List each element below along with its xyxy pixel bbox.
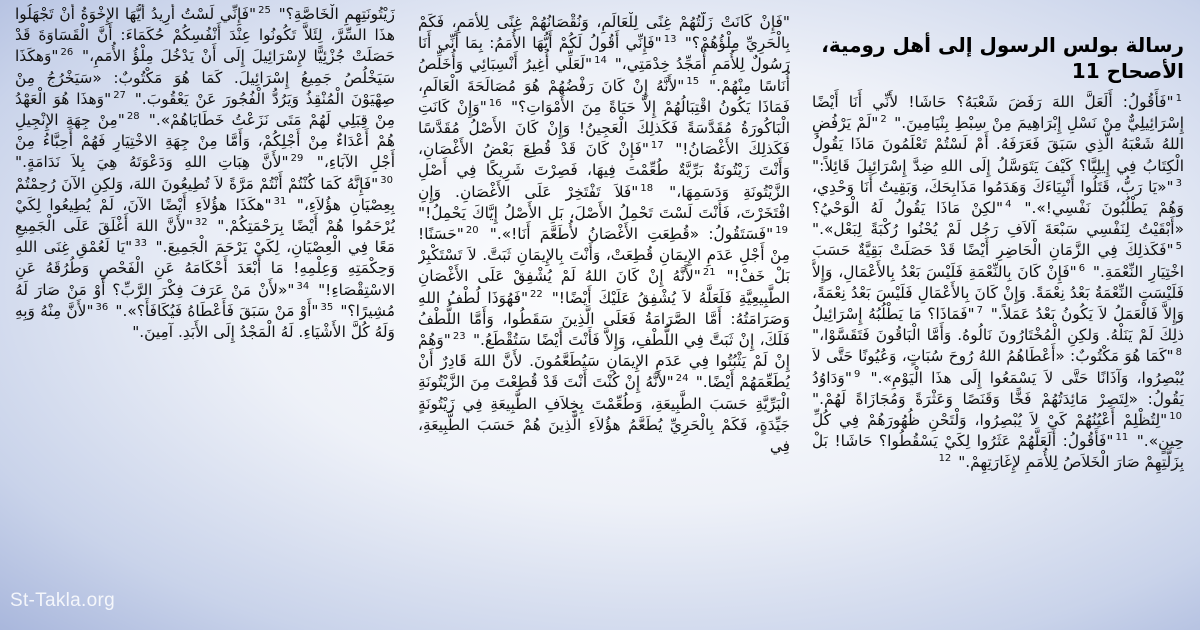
verse-text: "هكَذَا هؤُلاَءِ أَيْضًا الآنَ، لَمْ يُطِيعُوا لِكَيْ يُرْحَمُوا هُمْ أَيْضًا بِرَحْمَتِكُمْ." <box>15 195 395 236</box>
verse-text: "فَمَاذَا؟ مَا يَطْلُبُهُ إِسْرَائِيلُ ذلِكَ لَمْ يَنَلْهُ. وَلكِنِ الْمُخْتَارُونَ نَالُوهُ. وَأَمَّا الْبَاقُونَ فَتَقَسَّوْا،" <box>812 305 1184 345</box>
text-column-left <box>15 4 395 619</box>
verse-number: 22 <box>530 288 543 300</box>
verse-number: 1 <box>1175 92 1182 104</box>
verse-text: "لأَنَّ مِنْهُ وَبِهِ وَلَهُ كُلَّ الأَشْيَاءِ. لَهُ الْمَجْدُ إِلَى الأَبَدِ. آمِينَ." <box>15 301 395 342</box>
verse-text: زَيْتُونَتِهِمِ الْخَاصَّةِ؟" <box>278 5 395 23</box>
verses-middle <box>418 12 790 457</box>
chapter-title <box>812 32 1184 84</box>
verse-number: 7 <box>976 304 984 316</box>
verse-number: 3 <box>1175 177 1182 189</box>
verse-text: "فَسَتَقُولُ: «قُطِعَتِ الأَغْصَانُ لأُطَعَّمَ أَنَا!»." <box>489 225 774 244</box>
verse-text: "وَهُمْ إِنْ لَمْ يَثْبُتُوا فِي عَدَمِ الإِيمَانِ سَيُطَعَّمُونَ. لأَنَّ اللهَ قَادِرٌ أَنْ يُطَعِّمَهُمْ أَيْضًا." <box>418 331 790 392</box>
verse-number: 35 <box>320 301 334 313</box>
verse-number: 11 <box>1115 432 1129 444</box>
verse-number: 23 <box>452 330 466 342</box>
verse-text: "فَهُوَذَا لُطْفُ اللهِ وَصَرَامَتُهُ: أَمَّا الصَّرَامَةُ فَعَلَى الَّذِينَ سَقَطُوا، وَأَمَّا اللُّطْفُ فَلَكَ، إِنْ ثَبَتَّ فِي اللُّطْفِ، وَإِلاَّ فَأَنْتَ أَيْضًا سَتُقْطَعُ." <box>418 288 790 350</box>
verse-number: 28 <box>126 110 140 122</box>
verse-text: "لَعَلِّي أُغِيرُ أَنْسِبَائِي وَأُخَلِّصُ أُنَاسًا مِنْهُمْ." <box>418 55 790 95</box>
verses-right <box>812 92 1184 474</box>
verse-number: 31 <box>273 195 287 207</box>
book-title: رسالة بولس الرسول إلى أهل رومية، <box>821 33 1184 57</box>
verse-text: "فَإِنْ كَانَ قَدْ قُطِعَ بَعْضُ الأَغْصَانِ، وَأَنْتَ زَيْتُونَةٌ بَرِّيَّةٌ طُعِّمْتَ فِيهَا، فَصِرْتَ شَرِيكًا فِي أَصْلِ الزَّيْتُونَةِ وَدَسَمِهَا،" <box>418 140 790 201</box>
verse-text: "لأَنَّ هِبَاتِ اللهِ وَدَعْوَتَهُ هِيَ بِلاَ نَدَامَةٍ." <box>15 153 289 172</box>
verse-number: 32 <box>194 216 208 228</box>
verse-number: 20 <box>465 224 479 236</box>
verse-number: 9 <box>853 368 861 380</box>
verse-text: "فَإِنِّي أَقُولُ لَكُمْ أَيُّهَا الأُمَمُ: بِمَا أَنِّي أَنَا رَسُولٌ لِلأُمَمِ أُمَجِّدُ خِدْمَتِي،" <box>418 34 790 74</box>
text-column-middle <box>418 12 790 627</box>
verse-number: 26 <box>60 47 74 59</box>
verse-number: 30 <box>380 174 393 186</box>
verse-number: 36 <box>95 301 109 313</box>
verse-text: "وَهكَذَا سَيَخْلُصُ جَمِيعُ إِسْرَائِيلَ. كَمَا هُوَ مَكْتُوبٌ: «سَيَخْرُجُ مِنْ صِهْيَوْنَ الْمُنْقِذُ وَيَرُدُّ الْفُجُورَ عَنْ يَعْقُوبَ." <box>15 47 395 108</box>
verse-number: 21 <box>702 267 716 279</box>
verse-text: "أَوْ مَنْ سَبَقَ فَأَعْطَاهُ فَيُكَافَأَ؟»." <box>115 301 319 320</box>
verse-number: 25 <box>258 4 271 16</box>
verse-text: "فَإِنَّهُ كَمَا كُنْتُمْ أَنْتُمْ مَرَّةً لاَ تُطِيعُونَ اللهَ، وَلكِنِ الآنَ رُحِمْتُمْ بِعِصْيَانِ هؤُلاَءِ،" <box>15 174 395 214</box>
verse-text: "فَأَقُولُ: أَلَعَلَّهُمْ عَثَرُوا لِكَيْ يَسْقُطُوا؟ حَاشَا! بَلْ بِزَلَّتِهِمْ صَارَ الْخَلاَصُ لِلأُمَمِ لإِغَارَتِهِمْ." <box>812 432 1184 472</box>
verse-number: 24 <box>675 373 689 385</box>
verse-text: "فَلاَ تَفْتَخِرْ عَلَى الأَغْصَانِ. وَإِنِ افْتَخَرْتَ، فَأَنْتَ لَسْتَ تَحْمِلُ الأَصْلَ، بَلِ الأَصْلُ إِيَّاكَ يَحْمِلُ!" <box>418 182 790 222</box>
verse-number: 8 <box>1175 347 1182 359</box>
verse-text: "لأَنَّهُ إِنْ كَانَ رَفْضُهُمْ هُوَ مُصَالَحَةَ الْعَالَمِ، فَمَاذَا يَكُونُ اقْتِبَالُهُمْ إِلاَّ حَيَاةً مِنَ الأَمْوَاتِ؟" <box>418 76 790 116</box>
verse-text: "يَا لَعُمْقِ غِنَى اللهِ وَحِكْمَتِهِ وَعِلْمِهِ! مَا أَبْعَدَ أَحْكَامَهُ عَنِ الْفَحْصِ وَطُرُقَهُ عَنِ الاسْتِقْصَاءِ!" <box>15 238 395 299</box>
verse-text: "وَهذَا هُوَ الْعَهْدُ مِنْ قِبَلِي لَهُمْ مَتَى نَزَعْتُ خَطَايَاهُمْ»." <box>15 89 395 130</box>
verse-number: 10 <box>1169 410 1182 422</box>
verse-text: "فَأَقُولُ: أَلَعَلَّ اللهَ رَفَضَ شَعْبَهُ؟ حَاشَا! لأَنِّي أَنَا أَيْضًا إِسْرَائِيلِيٌّ مِنْ نَسْلِ إِبْرَاهِيمَ مِنْ سِبْطِ بِنْيَامِينَ." <box>812 93 1184 133</box>
verse-text: "لأَنَّ اللهَ أَغْلَقَ عَلَى الْجَمِيعِ مَعًا فِي الْعِصْيَانِ، لِكَيْ يَرْحَمَ الْجَمِيعَ." <box>15 217 395 257</box>
verses-left <box>15 4 395 343</box>
verse-number: 5 <box>1175 241 1182 253</box>
verse-number: 17 <box>650 140 664 152</box>
verse-text: "فَإِنِّي لَسْتُ أُرِيدُ أَيُّهَا الإِخْوَةُ أَنْ تَجْهَلُوا هذَا السِّرَّ، لِئَلاَّ تَكُونُوا عِنْدَ أَنْفُسِكُمْ حُكَمَاءَ: أَنَّ الْقَسَاوَةَ قَدْ حَصَلَتْ جُزْئِيًّا لإِسْرَائِيلَ إِلَى أَنْ يَدْخُلَ مِلْؤُ الأُمَمِ،" <box>15 5 395 66</box>
verse-number: 2 <box>880 114 887 126</box>
text-column-right <box>812 10 1184 625</box>
verse-text: "لَمْ يَرْفُضِ اللهُ شَعْبَهُ الَّذِي سَبَقَ فَعَرَفَهُ. أَمْ لَسْتُمْ تَعْلَمُونَ مَاذَا يَقُولُ الْكِتَابُ فِي إِيلِيَّا؟ كَيْفَ يَتَوَسَّلُ إِلَى اللهِ ضِدَّ إِسْرَائِيلَ قَائِلاً:" <box>812 114 1184 175</box>
verse-number: 19 <box>775 224 788 236</box>
verse-text: "لكِنْ مَاذَا يَقُولُ لَهُ الْوَحْيُ؟ «أَبْقَيْتُ لِنَفْسِي سَبْعَةَ آلاَفِ رَجُل لَمْ يُحْنُوا رُكْبَةً لِبَعْل»." <box>812 199 1184 239</box>
verse-text: "«لأَنْ مَنْ عَرَفَ فِكْرَ الرَّبِّ؟ أَوْ مَنْ صَارَ لَهُ مُشِيرًا؟" <box>15 280 395 320</box>
verse-number: 12 <box>938 453 952 465</box>
verse-number: 29 <box>290 153 304 165</box>
verse-text: "لأَنَّهُ إِنْ كُنْتَ أَنْتَ قَدْ قُطِعْتَ مِنَ الزَّيْتُونَةِ الْبَرِّيَّةِ حَسَبَ الطَّبِيعَةِ، وَطُعِّمْتَ بِخِلاَفِ الطَّبِيعَةِ فِي زَيْتُونَةٍ جَيِّدَةٍ، فَكَمْ بِالْحَرِيِّ يُطَعَّمُ هؤُلاَءِ الَّذِينَ هُمْ حَسَبَ الطَّبِيعَةِ، فِي <box>418 373 790 456</box>
verse-number: 18 <box>640 182 654 194</box>
verse-text: "لأَنَّهُ إِنْ كَانَ اللهُ لَمْ يُشْفِقْ عَلَى الأَغْصَانِ الطَّبِيعِيَّةِ فَلَعَلَّهُ لاَ يُشْفِقُ عَلَيْكَ أَيْضًا!" <box>418 267 790 307</box>
verse-text: "فَكَذلِكَ فِي الزَّمَانِ الْحَاضِرِ أَيْضًا قَدْ حَصَلَتْ بَقِيَّةٌ حَسَبَ اخْتِيَارِ النِّعْمَةِ." <box>812 241 1184 281</box>
verse-number: 15 <box>686 76 700 88</box>
site-watermark: St-Takla.org <box>10 590 115 611</box>
verse-text: "حَسَنًا! مِنْ أَجْلِ عَدَمِ الإِيمَانِ قُطِعَتْ، وَأَنْتَ بِالإِيمَانِ ثَبَتَّ. لاَ تَسْتَكْبِرْ بَلْ خَفْ!" <box>418 225 790 286</box>
verse-text: "كَمَا هُوَ مَكْتُوبٌ: «أَعْطَاهُمُ اللهُ رُوحَ سُبَاتٍ، وَعُيُونًا حَتَّى لاَ يُبْصِرُوا، وَآذَانًا حَتَّى لاَ يَسْمَعُوا إِلَى هذَا الْيَوْمِ»." <box>812 347 1184 387</box>
verse-text: "«يَا رَبُّ، قَتَلُوا أَنْبِيَاءَكَ وَهَدَمُوا مَذَابِحَكَ، وَبَقِيتُ أَنَا وَحْدِي، وَهُمْ يَطْلُبُونَ نَفْسِي!»." <box>812 177 1184 218</box>
verse-number: 14 <box>594 55 607 67</box>
verse-number: 27 <box>113 89 126 101</box>
verse-text: "مِنْ جِهَةِ الإِنْجِيلِ هُمْ أَعْدَاءٌ مِنْ أَجْلِكُمْ، وَأَمَّا مِنْ جِهَةِ الاخْتِيَارِ فَهُمْ أَحِبَّاءُ مِنْ أَجْلِ الآبَاءِ،" <box>15 111 395 172</box>
verse-number: 16 <box>488 97 502 109</box>
verse-number: 6 <box>1078 262 1086 274</box>
verse-text: "وَدَاوُدُ يَقُولُ: «لِتَصِرْ مَائِدَتُهُمْ فَخًّا وَقَنَصًا وَعَثْرَةً وَمُجَازَاةً لَهُمْ." <box>812 368 1184 408</box>
verse-text: "فَإِنْ كَانَتْ زَلَّتُهُمْ غِنًى لِلْعَالَمِ، وَنُقْصَانُهُمْ غِنًى لِلأُمَمِ، فَكَمْ بِالْحَرِيِّ مِلْؤُهُمْ؟" <box>418 13 790 53</box>
verse-number: 33 <box>134 238 147 250</box>
verse-text: "وَإِنْ كَانَتِ الْبَاكُورَةُ مُقَدَّسَةً فَكَذلِكَ الْعَجِينُ! وَإِنْ كَانَ الأَصْلُ مُقَدَّسًا فَكَذلِكَ الأَغْصَانُ!" <box>418 97 790 159</box>
chapter-number: الأصحاح 11 <box>1071 59 1184 83</box>
verse-number: 34 <box>296 280 310 292</box>
verse-number: 13 <box>663 34 677 46</box>
verse-text: "لِتُظْلِمْ أَعْيُنُهُمْ كَيْ لاَ يُبْصِرُوا، وَلْتَحْنِ ظُهُورَهُمْ فِي كُلِّ حِينٍ»." <box>812 411 1184 451</box>
verse-text: "فَإِنْ كَانَ بِالنِّعْمَةِ فَلَيْسَ بَعْدُ بِالأَعْمَالِ، وَإِلاَّ فَلَيْسَتِ النِّعْمَةُ بَعْدُ نِعْمَةً. وَإِنْ كَانَ بِالأَعْمَالِ فَلَيْسَ بَعْدُ نِعْمَةً، وَإِلاَّ فَالْعَمَلُ لاَ يَكُونُ بَعْدُ عَمَلاً." <box>812 262 1184 324</box>
verse-number: 4 <box>1005 198 1012 210</box>
